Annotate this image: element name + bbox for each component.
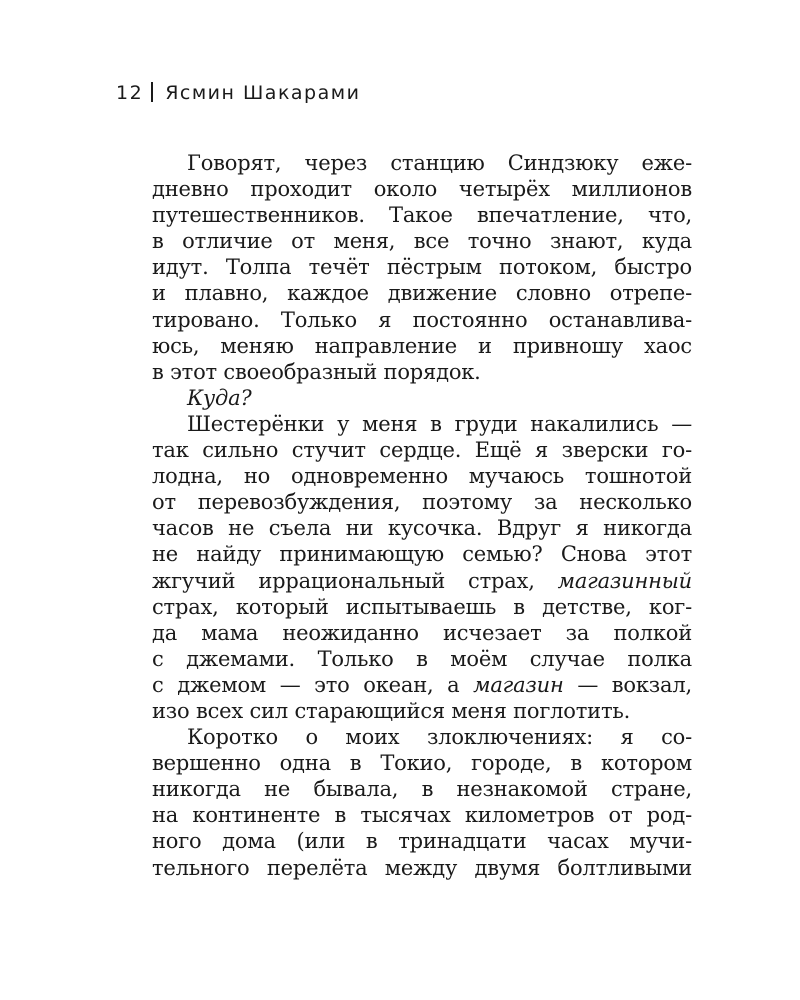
text-line: юсь, меняю направление и привношу хаос	[152, 333, 692, 358]
italic-word: магазин	[473, 672, 564, 697]
text-line: путешественников. Такое впечатление, что,	[152, 203, 692, 228]
text-line: часов не съела ни кусочка. Вдруг я никогда	[152, 516, 692, 541]
text-line: идут. Толпа течёт пёстрым потоком, быстро	[152, 255, 692, 280]
text-line: изо всех сил старающийся меня поглотить.	[152, 698, 631, 723]
text-line-mixed	[152, 568, 692, 594]
author-name: Ясмин Шакарами	[165, 82, 361, 104]
page-number: 12	[116, 82, 144, 104]
text-line: Говорят, через станцию Синдзюку еже-	[187, 151, 692, 175]
text-line: Коротко о моих злоключениях: я со-	[187, 725, 692, 750]
text-line: так сильно стучит сердце. Ещё я зверски го-	[152, 438, 692, 463]
text-line: страх, который испытываешь в детстве, ког-	[152, 594, 692, 619]
text-line: в отличие от меня, все точно знают, куда	[152, 229, 692, 254]
text-line: с джемами. Только в моём случае полка	[152, 646, 692, 671]
text-line: и плавно, каждое движение словно отрепе-	[152, 281, 692, 306]
text-line: на континенте в тысячах километров от род-	[152, 803, 692, 828]
italic-word: магазинный	[557, 568, 692, 593]
text-line: лодна, но одновременно мучаюсь тошнотой	[152, 464, 692, 489]
text-line: вершенно одна в Токио, городе, в котором	[152, 751, 692, 776]
text-line: тельного перелёта между двумя болтливыми	[152, 855, 692, 880]
text-fragment: — вокзал,	[577, 672, 692, 697]
text-line: не найду принимающую семью? Снова этот	[152, 542, 692, 567]
text-line: ного дома (или в тринадцати часах мучи-	[152, 829, 692, 854]
text-line: в этот своеобразный порядок.	[152, 359, 481, 384]
text-fragment: с джемом — это океан, а	[152, 672, 460, 697]
running-head	[116, 82, 360, 104]
text-line: дневно проходит около четырёх миллионов	[152, 177, 692, 202]
text-line: никогда не бывала, в незнакомой стране,	[152, 777, 692, 802]
header-separator	[151, 82, 153, 102]
text-line-mixed	[152, 672, 692, 698]
text-line: тировано. Только я постоянно останавлива-	[152, 307, 692, 332]
text-fragment: жгучий иррациональный страх,	[152, 568, 535, 593]
text-line: от перевозбуждения, поэтому за несколько	[152, 490, 692, 515]
text-line-italic	[152, 385, 692, 411]
italic-question: Куда?	[187, 385, 252, 410]
text-line: да мама неожиданно исчезает за полкой	[152, 620, 692, 645]
body-text	[152, 150, 692, 881]
text-line: Шестерёнки у меня в груди накалились —	[187, 411, 692, 436]
